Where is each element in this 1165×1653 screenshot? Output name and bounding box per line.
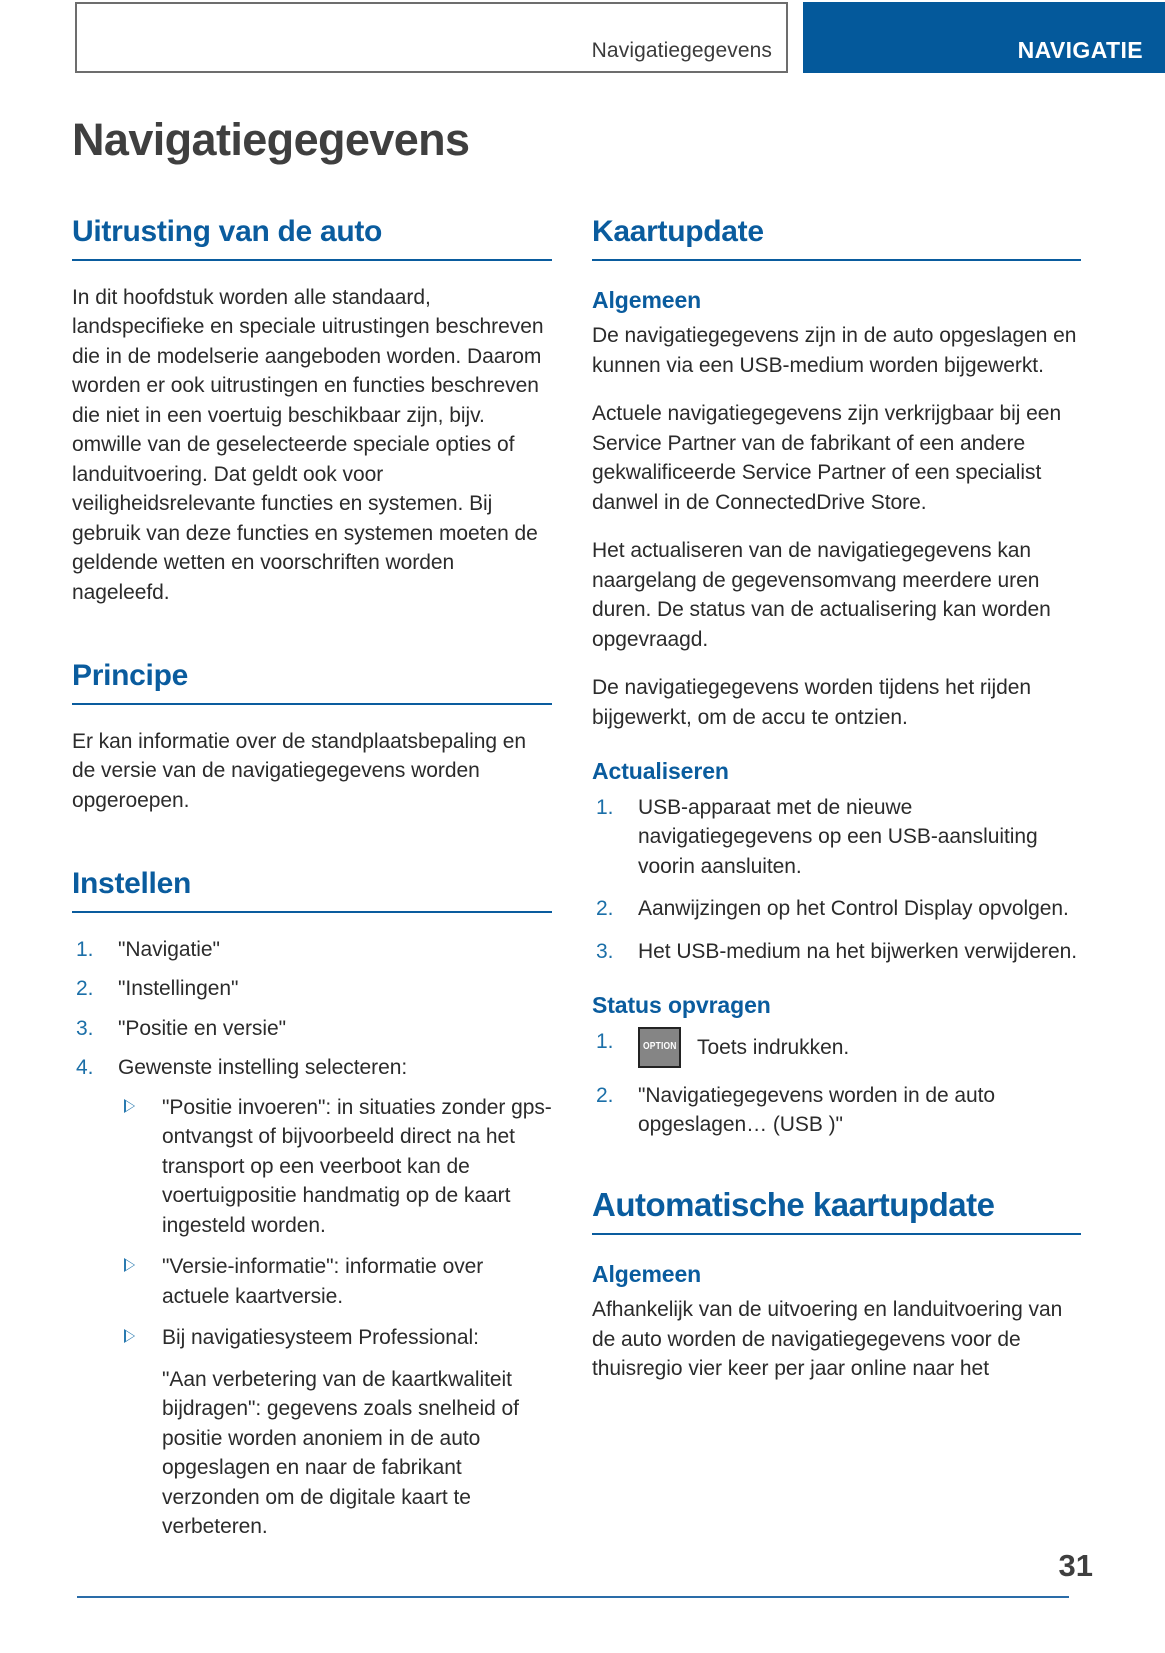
section-principe: [72, 659, 552, 815]
running-header-box: [75, 2, 788, 73]
list-item: [72, 935, 552, 965]
paragraph: Actuele navigatiegegevens zijn verkrijgbaar bij een Service Partner van de fabrikant of een andere gekwalificeerde Service Partner of een specialist danwel in de ConnectedDrive Store.: [592, 402, 1062, 514]
step-text: Aanwijzingen op het Control Display opvolgen.: [638, 897, 1069, 921]
option-key-label: OPTION: [642, 1041, 677, 1053]
triangle-bullet-icon: [124, 1258, 135, 1272]
paragraph: Het actualiseren van de navigatiegegevens kan naargelang de gegevensomvang meerdere uren duren. De status van de actualisering kan worden opgevraagd.: [592, 539, 1051, 651]
step-list-instellen: [72, 935, 552, 1542]
section-heading-automatische-kaartupdate: Automatische kaartupdate: [592, 1186, 1081, 1235]
step-text: "Instellingen": [118, 977, 239, 1000]
content-columns: [0, 215, 1165, 1542]
step-text: USB-apparaat met de nieuwe navigatiegegevens op een USB-aansluiting voorin aansluiten.: [638, 795, 1038, 878]
list-item: [118, 1252, 552, 1311]
step-text: "Navigatiegegevens worden in de auto opgeslagen… (USB )": [638, 1083, 996, 1137]
step-list-status-opvragen: [592, 1027, 1081, 1140]
subsection-heading-status-opvragen: Status opvragen: [592, 992, 771, 1019]
left-column: [0, 215, 584, 1542]
list-item: [592, 1081, 1081, 1140]
triangle-bullet-icon: [124, 1099, 135, 1113]
page-number: 31: [1058, 1548, 1093, 1583]
list-item: [592, 937, 1081, 967]
bullet-text: "Versie-informatie": informatie over actuele kaartversie.: [162, 1255, 484, 1308]
bullet-text: Bij navigatiesysteem Professional:: [162, 1326, 479, 1349]
bullet-text: "Positie invoeren": in situaties zonder gps-ontvangst of bijvoorbeeld direct na het transport op een veerboot kan de voertuigpositie handmatig op de kaart ingesteld worden.: [162, 1095, 552, 1237]
page-footer: [0, 1548, 1165, 1620]
right-column: [584, 215, 1165, 1542]
subsection-heading-actualiseren: Actualiseren: [592, 758, 729, 785]
section-heading-uitrusting: Uitrusting van de auto: [72, 215, 552, 261]
paragraph: Afhankelijk van de uitvoering en landuitvoering van de auto worden de navigatiegegevens voor de thuisregio vier keer per jaar online naar het: [592, 1298, 1063, 1381]
chapter-tab: [803, 2, 1165, 73]
section-automatische-kaartupdate: [592, 1186, 1081, 1384]
option-key-row: [638, 1027, 1081, 1068]
list-item: [72, 1053, 552, 1542]
step-text: Het USB-medium na het bijwerken verwijderen.: [638, 939, 1077, 963]
chapter-tab-label: NAVIGATIE: [1017, 37, 1143, 63]
list-item: [592, 793, 1081, 882]
page-title: Navigatiegegevens: [72, 114, 470, 165]
section-heading-kaartupdate: Kaartupdate: [592, 215, 1081, 261]
step-text: Toets indrukken.: [697, 1035, 850, 1059]
bullet-continuation-text: "Aan verbetering van de kaartkwaliteit bijdragen": gegevens zoals snelheid of positie worden anoniem in de auto opgeslagen en naar de fabrikant verzonden om de digitale kaart te verbeteren.: [162, 1367, 519, 1538]
paragraph: In dit hoofdstuk worden alle standaard, landspecifieke en speciale uitrustingen beschreven die in de modelserie aangeboden worden. Daarom worden er ook uitrustingen en functies beschreven die niet in een voertuig beschikbaar zijn, bijv. omwille van de geselecteerde speciale opties of landuitvoering. Dat geldt ook voor veiligheidsrelevante functies en systemen. Bij gebruik van deze functies en systemen moeten de geldende wetten en voorschriften worden nageleefd.: [72, 285, 544, 604]
list-item: [72, 974, 552, 1004]
list-item: [118, 1093, 552, 1241]
step-text: Gewenste instelling selecteren:: [118, 1056, 408, 1079]
paragraph: Er kan informatie over de standplaatsbepaling en de versie van de navigatiegegevens worden opgeroepen.: [72, 729, 527, 812]
subsection-heading-algemeen: Algemeen: [592, 286, 702, 313]
step-text: "Positie en versie": [118, 1016, 287, 1040]
list-item: [592, 1027, 1081, 1068]
subsection-heading-algemeen-2: Algemeen: [592, 1260, 702, 1287]
running-header-title: Navigatiegegevens: [591, 39, 772, 62]
list-item: [118, 1323, 552, 1353]
list-item: [592, 894, 1081, 924]
section-kaartupdate: [592, 215, 1081, 1140]
paragraph: De navigatiegegevens zijn in de auto opgeslagen en kunnen via een USB-medium worden bijgewerkt.: [592, 324, 1077, 377]
paragraph: De navigatiegegevens worden tijdens het rijden bijgewerkt, om de accu te ontzien.: [592, 676, 1031, 729]
step-list-actualiseren: [592, 793, 1081, 967]
section-instellen: [72, 867, 552, 1542]
list-item: [72, 1014, 552, 1044]
section-heading-principe: Principe: [72, 659, 552, 705]
section-uitrusting: [72, 215, 552, 607]
step-text: "Navigatie": [118, 937, 220, 961]
triangle-bullet-icon: [124, 1329, 135, 1343]
footer-rule: [77, 1596, 1069, 1598]
section-heading-instellen: Instellen: [72, 867, 552, 913]
running-header: [0, 0, 1165, 76]
sub-bullet-list: [118, 1093, 552, 1353]
option-key-icon[interactable]: [638, 1027, 681, 1068]
